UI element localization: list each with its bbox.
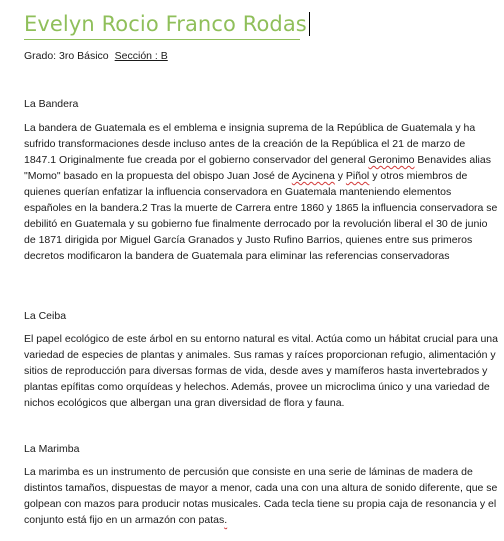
section-text: Sección : B (114, 50, 168, 62)
grade-text: Grado: 3ro Básico (24, 50, 109, 62)
body-text: y otros miembros de quienes querían enfatizar la influencia conservadora en Guatemala manteniendo elementos españoles en la bandera.2 Tras la muerte de Carrera entre 1860 y 1865 la influencia conservadora se debilitó en Guatemala y su gobierno fue finalmente derrocado por la revolución liberal el 30 de junio de 1871 dirigida por Miguel García Granados y Justo Rufino Barrios, quienes entre sus primeros decretos modificaron la bandera de Guatemala para eliminar las referencias conservadoras (24, 170, 498, 262)
spell-check-word[interactable]: Geronimo (368, 154, 415, 166)
document-title[interactable]: Evelyn Rocio Franco Rodas (24, 12, 307, 36)
body-text: La bandera de Guatemala es el emblema e insignia suprema de la República de Guatemala y ha sufrido transformaciones desde incluso antes de la creación de la República el 21 de marzo de 1847.1 Originalmente fue creada por el gobierno conservador del general (24, 122, 476, 166)
section-heading-ceiba: La Ceiba (24, 310, 67, 322)
spell-check-word[interactable]: Piñol (345, 170, 370, 182)
section-body-marimba[interactable] (24, 464, 498, 528)
section-heading-marimba: La Marimba (24, 443, 80, 455)
document-title-line[interactable] (24, 8, 310, 40)
spell-check-word[interactable]: Aycinena (291, 170, 335, 182)
text-cursor (309, 12, 310, 36)
body-text: Benavides alias "Momo" basado en la propuesta del obispo Juan José de (24, 154, 491, 182)
body-text: y (334, 170, 346, 182)
spell-check-mark[interactable]: . (224, 514, 228, 526)
body-text: La marimba es un instrumento de percusión que consiste en una serie de láminas de madera de distintos tamaños, dispuestas de mayor a menor, cada una con una altura de sonido diferente, que se golpean con mazos para producir notas musicales. Cada tecla tiene su propia caja de resonancia y el conjunto está fijo en un armazón con patas (24, 466, 498, 526)
section-body-bandera[interactable] (24, 120, 498, 264)
body-text: El papel ecológico de este árbol en su entorno natural es vital. Actúa como un hábitat crucial para una variedad de especies de plantas y animales. Sus ramas y raíces proporcionan refugio, alimentación y sitios de reproducción para diversas formas de vida, desde aves y mamíferos hasta invertebrados y plantas epífitas como orquídeas y helechos. Además, provee un microclima único y una variedad de nichos ecológicos que albergan una gran diversidad de flora y fauna. (24, 333, 498, 409)
title-underline (24, 39, 300, 40)
section-body-ceiba[interactable] (24, 331, 498, 411)
grade-line (24, 50, 168, 62)
section-heading-bandera: La Bandera (24, 98, 79, 110)
